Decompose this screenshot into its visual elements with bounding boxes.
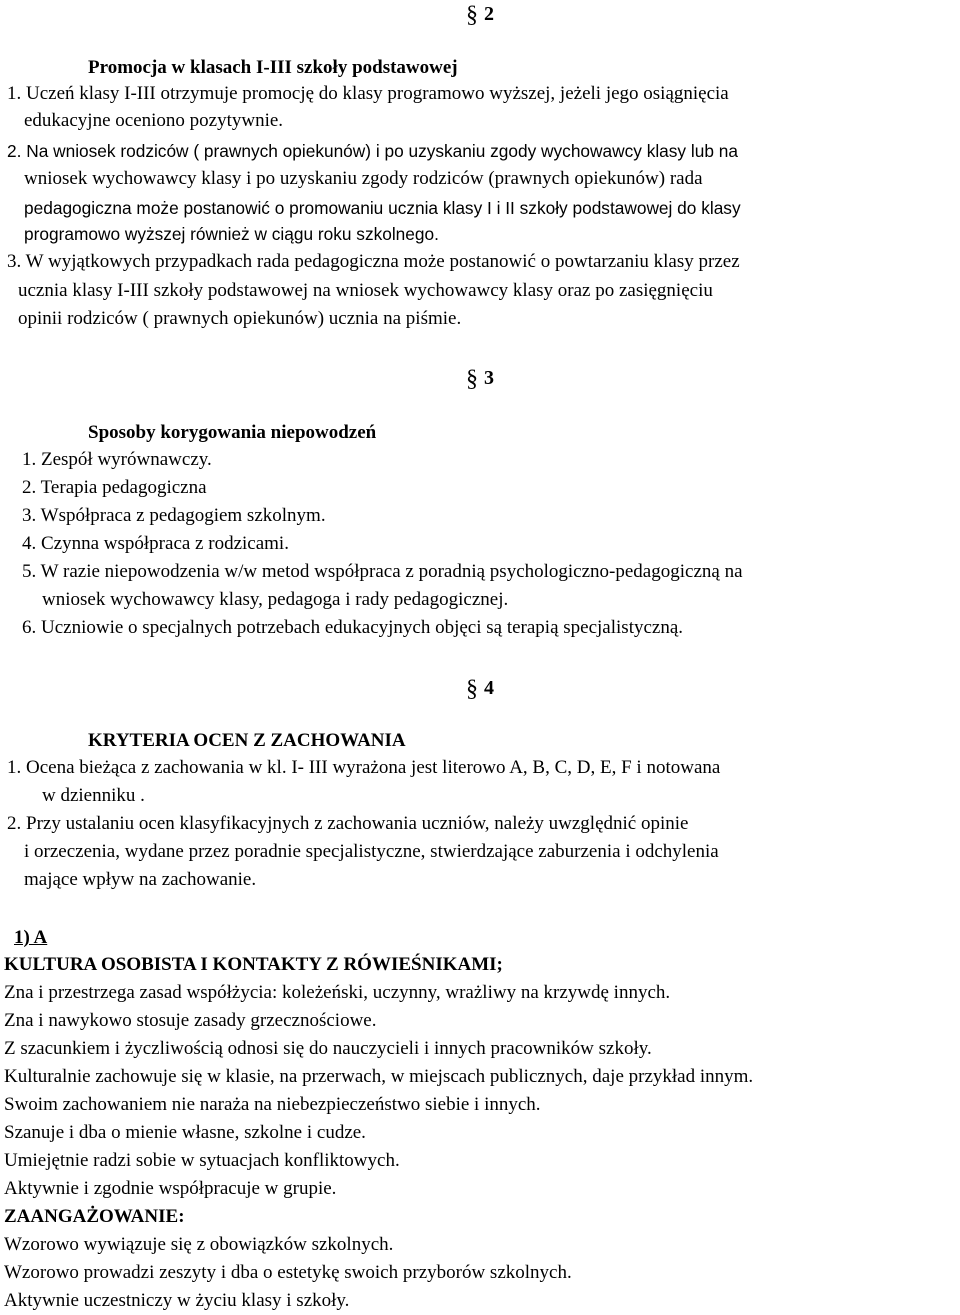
section-2-line: 3. W wyjątkowych przypadkach rada pedagogiczna może postanowić o powtarzaniu klasy przez <box>7 251 740 272</box>
section-number: 3 <box>484 367 494 389</box>
section-3-line: wniosek wychowawcy klasy, pedagoga i rady pedagogicznej. <box>42 589 509 610</box>
section-4-line: 2. Przy ustalaniu ocen klasyfikacyjnych z zachowania uczniów, należy uwzględnić opinie <box>7 813 689 834</box>
criteria-item: Z szacunkiem i życzliwością odnosi się do nauczycieli i innych pracowników szkoły. <box>4 1038 652 1059</box>
section-4-line: w dzienniku . <box>42 785 145 806</box>
section-2-heading: Promocja w klasach I-III szkoły podstawowej <box>88 57 458 78</box>
section-4-line: mające wpływ na zachowanie. <box>24 869 257 890</box>
criteria-item: Swoim zachowaniem nie naraża na niebezpieczeństwo siebie i innych. <box>4 1094 541 1115</box>
section-4-heading: KRYTERIA OCEN Z ZACHOWANIA <box>88 730 406 751</box>
section-2-line: programowo wyższej również w ciągu roku szkolnego. <box>24 224 439 244</box>
section-2-line: pedagogiczna może postanowić o promowaniu ucznia klasy I i II szkoły podstawowej do klasy <box>24 198 741 218</box>
section-3-line: 2. Terapia pedagogiczna <box>22 477 207 498</box>
criteria-item: Wzorowo wywiązuje się z obowiązków szkolnych. <box>4 1234 394 1255</box>
section-3-line: 5. W razie niepowodzenia w/w metod współpraca z poradnią psychologiczno-pedagogiczną na <box>22 561 743 582</box>
section-3-line: 6. Uczniowie o specjalnych potrzebach edukacyjnych objęci są terapią specjalistyczną. <box>22 617 684 638</box>
section-2-line: opinii rodziców ( prawnych opiekunów) ucznia na piśmie. <box>18 308 462 329</box>
section-3-line: 4. Czynna współpraca z rodzicami. <box>22 533 289 554</box>
section-2-line: edukacyjne oceniono pozytywnie. <box>24 110 284 131</box>
category-2-heading: ZAANGAŻOWANIE: <box>4 1206 185 1227</box>
section-3-line: 3. Współpraca z pedagogiem szkolnym. <box>22 505 326 526</box>
section-3-line: 1. Zespół wyrównawczy. <box>22 449 212 470</box>
section-number: 2 <box>484 3 494 25</box>
section-sign: § <box>466 2 478 28</box>
criteria-item: Aktywnie uczestniczy w życiu klasy i szkoły. <box>4 1290 350 1311</box>
criteria-item: Wzorowo prowadzi zeszyty i dba o estetykę swoich przyborów szkolnych. <box>4 1262 572 1283</box>
grade-a-label: 1) A <box>14 927 48 948</box>
section-4-line: 1. Ocena bieżąca z zachowania w kl. I- III wyrażona jest literowo A, B, C, D, E, F i notowana <box>7 757 721 778</box>
section-3-marker <box>466 366 494 391</box>
section-4-line: i orzeczenia, wydane przez poradnie specjalistyczne, stwierdzające zaburzenia i odchylenia <box>24 841 719 862</box>
section-2-marker <box>466 2 494 27</box>
section-sign: § <box>466 676 478 702</box>
section-sign: § <box>466 366 478 392</box>
section-2-line: ucznia klasy I-III szkoły podstawowej na wniosek wychowawcy klasy oraz po zasięgnięciu <box>18 280 713 301</box>
criteria-item: Aktywnie i zgodnie współpracuje w grupie. <box>4 1178 337 1199</box>
section-2-line: 2. Na wniosek rodziców ( prawnych opiekunów) i po uzyskaniu zgody wychowawcy klasy lub na <box>7 141 738 161</box>
section-2-line: wniosek wychowawcy klasy i po uzyskaniu zgody rodziców (prawnych opiekunów) rada <box>24 168 703 189</box>
criteria-item: Umiejętnie radzi sobie w sytuacjach konfliktowych. <box>4 1150 400 1171</box>
section-2-line: 1. Uczeń klasy I-III otrzymuje promocję do klasy programowo wyższej, jeżeli jego osiągnięcia <box>7 83 729 104</box>
criteria-item: Szanuje i dba o mienie własne, szkolne i cudze. <box>4 1122 366 1143</box>
section-4-marker <box>466 676 494 701</box>
criteria-item: Zna i nawykowo stosuje zasady grzecznościowe. <box>4 1010 377 1031</box>
criteria-item: Zna i przestrzega zasad współżycia: koleżeński, uczynny, wrażliwy na krzywdę innych. <box>4 982 671 1003</box>
section-number: 4 <box>484 677 494 699</box>
criteria-item: Kulturalnie zachowuje się w klasie, na przerwach, w miejscach publicznych, daje przykład innym. <box>4 1066 754 1087</box>
section-3-heading: Sposoby korygowania niepowodzeń <box>88 422 377 443</box>
category-1-heading: KULTURA OSOBISTA I KONTAKTY Z RÓWIEŚNIKAMI; <box>4 954 503 975</box>
